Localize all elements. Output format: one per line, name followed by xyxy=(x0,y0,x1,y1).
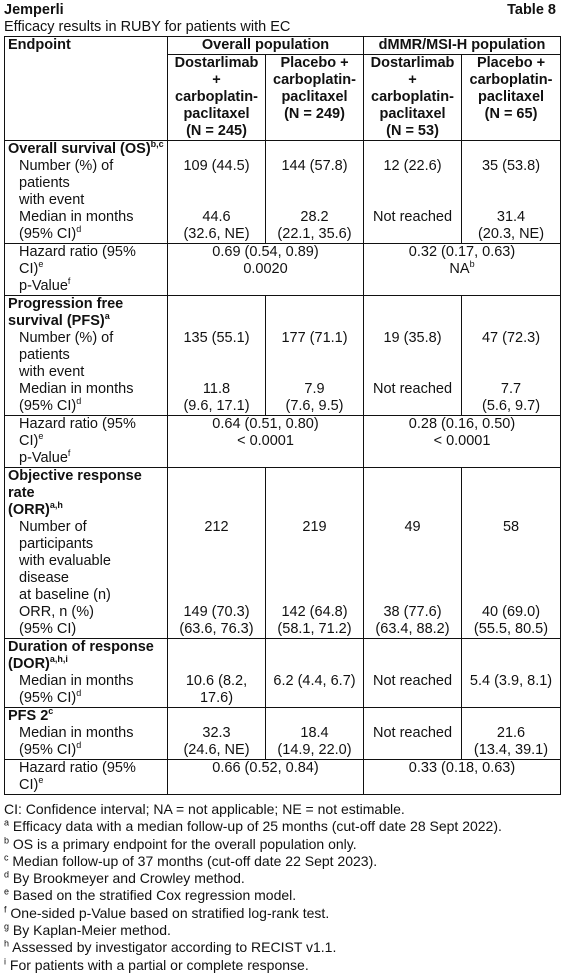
table-cell: 177 (71.1) xyxy=(266,330,364,381)
arm-header: Placebo + carboplatin- paclitaxel (N = 65) xyxy=(462,55,561,141)
table-row xyxy=(5,604,561,639)
table-cell: 21.6 (13.4, 39.1) xyxy=(462,725,561,760)
table-cell: 28.2 (22.1, 35.6) xyxy=(266,209,364,244)
table-cell: 0.33 (0.18, 0.63) xyxy=(364,760,561,795)
footnotes xyxy=(4,801,562,974)
section-row-pfs xyxy=(5,296,561,331)
footnote: $^f$ One-sided p-Value based on stratified log-rank test. xyxy=(4,904,330,921)
table-cell: 7.9 (7.6, 9.5) xyxy=(266,381,364,416)
table-cell: 7.7 (5.6, 9.7) xyxy=(462,381,561,416)
table-row xyxy=(5,673,561,708)
table-cell: 142 (64.8) (58.1, 71.2) xyxy=(266,604,364,639)
footnote: $^g$ By Kaplan-Meier method. xyxy=(4,921,171,939)
row-label: Number of participants with evaluable disease at baseline (n) xyxy=(5,519,168,604)
table-cell: 0.32 (0.17, 0.63) $NA^b$ xyxy=(364,244,561,296)
row-label: Number (%) of patients with event xyxy=(5,158,168,209)
section-title: PFS 2$^c$ xyxy=(5,708,168,726)
arm-header: Dostarlimab + carboplatin- paclitaxel (N = 245) xyxy=(168,55,266,141)
row-label: Median in months (95% CI)$^d$ xyxy=(5,209,168,244)
table-cell: Not reached xyxy=(364,381,462,416)
table-row xyxy=(5,209,561,244)
table-cell: 219 xyxy=(266,519,364,604)
table-cell: 19 (35.8) xyxy=(364,330,462,381)
document-header xyxy=(0,0,562,36)
table-cell: 0.66 (0.52, 0.84) xyxy=(168,760,364,795)
row-label: Median in months (95% CI)$^d$ xyxy=(5,725,168,760)
table-cell: 10.6 (8.2, 17.6) xyxy=(168,673,266,708)
table-row xyxy=(5,244,561,296)
efficacy-table xyxy=(4,36,561,795)
table-cell: 0.64 (0.51, 0.80) < 0.0001 xyxy=(168,416,364,468)
table-cell: 18.4 (14.9, 22.0) xyxy=(266,725,364,760)
table-row xyxy=(5,760,561,795)
footnote: $^d$ By Brookmeyer and Crowley method. xyxy=(4,869,245,887)
table-cell: 135 (55.1) xyxy=(168,330,266,381)
table-cell: 0.28 (0.16, 0.50) < 0.0001 xyxy=(364,416,561,468)
table-cell: 144 (57.8) xyxy=(266,158,364,209)
section-row-pfs2 xyxy=(5,708,561,726)
table-row xyxy=(5,330,561,381)
table-number: Table 8 xyxy=(507,2,556,18)
table-cell: 58 xyxy=(462,519,561,604)
table-cell: 44.6 (32.6, NE) xyxy=(168,209,266,244)
table-header-row xyxy=(5,37,561,55)
footnote: CI: Confidence interval; NA = not applicable; NE = not estimable. xyxy=(4,801,405,817)
table-cell: 6.2 (4.4, 6.7) xyxy=(266,673,364,708)
arm-header: Placebo + carboplatin- paclitaxel (N = 249) xyxy=(266,55,364,141)
section-title: Objective response rate (ORR)$^{a,h}$ xyxy=(5,468,168,520)
table-cell: 11.8 (9.6, 17.1) xyxy=(168,381,266,416)
table-row xyxy=(5,381,561,416)
row-label: Hazard ratio (95% CI)$^e$ xyxy=(5,760,168,795)
table-row xyxy=(5,725,561,760)
table-cell: 35 (53.8) xyxy=(462,158,561,209)
brand-name: Jemperli xyxy=(4,2,64,18)
row-label: Hazard ratio (95% CI)$^e$ p-Value$^f$ xyxy=(5,416,168,468)
section-row-os xyxy=(5,141,561,159)
section-row-dor xyxy=(5,639,561,674)
table-row xyxy=(5,416,561,468)
row-label: Median in months (95% CI)$^d$ xyxy=(5,673,168,708)
section-row-orr xyxy=(5,468,561,520)
footnote: $^c$ Median follow-up of 37 months (cut-off date 22 Sept 2023). xyxy=(4,852,378,869)
footnote: $^b$ OS is a primary endpoint for the overall population only. xyxy=(4,834,357,852)
arm-header: Dostarlimab + carboplatin- paclitaxel (N = 53) xyxy=(364,55,462,141)
table-row xyxy=(5,519,561,604)
row-label: ORR, n (%) (95% CI) xyxy=(5,604,168,639)
table-cell: 149 (70.3) (63.6, 76.3) xyxy=(168,604,266,639)
section-title: Progression free survival (PFS)$^a$ xyxy=(5,296,168,331)
footnote: $^h$ Assessed by investigator according to RECIST v1.1. xyxy=(4,938,337,956)
table-cell: 31.4 (20.3, NE) xyxy=(462,209,561,244)
endpoint-header: Endpoint xyxy=(5,37,168,141)
dmmr-population-header: dMMR/MSI-H population xyxy=(364,37,561,55)
table-cell: 49 xyxy=(364,519,462,604)
row-label: Hazard ratio (95% CI)$^e$ p-Value$^f$ xyxy=(5,244,168,296)
footnote: $^a$ Efficacy data with a median follow-up of 25 months (cut-off date 28 Sept 2022). xyxy=(4,817,502,835)
table-cell: 40 (69.0) (55.5, 80.5) xyxy=(462,604,561,639)
table-cell: 212 xyxy=(168,519,266,604)
table-caption: Efficacy results in RUBY for patients with EC xyxy=(4,19,291,35)
table-cell: 12 (22.6) xyxy=(364,158,462,209)
table-cell: 32.3 (24.6, NE) xyxy=(168,725,266,760)
table-cell: 47 (72.3) xyxy=(462,330,561,381)
row-label: Median in months (95% CI)$^d$ xyxy=(5,381,168,416)
table-cell: 38 (77.6) (63.4, 88.2) xyxy=(364,604,462,639)
table-cell: Not reached xyxy=(364,209,462,244)
table-cell: Not reached xyxy=(364,673,462,708)
section-title: Duration of response (DOR)$^{a,h,i}$ xyxy=(5,639,168,674)
footnote: $^e$ Based on the stratified Cox regression model. xyxy=(4,886,297,904)
section-title: Overall survival (OS)$^{b,c}$ xyxy=(5,141,168,159)
table-cell: 5.4 (3.9, 8.1) xyxy=(462,673,561,708)
overall-population-header: Overall population xyxy=(168,37,364,55)
table-cell: 109 (44.5) xyxy=(168,158,266,209)
table-cell: 0.69 (0.54, 0.89) 0.0020 xyxy=(168,244,364,296)
footnote: $^i$ For patients with a partial or complete response. xyxy=(4,956,309,973)
table-row xyxy=(5,158,561,209)
row-label: Number (%) of patients with event xyxy=(5,330,168,381)
table-cell: Not reached xyxy=(364,725,462,760)
